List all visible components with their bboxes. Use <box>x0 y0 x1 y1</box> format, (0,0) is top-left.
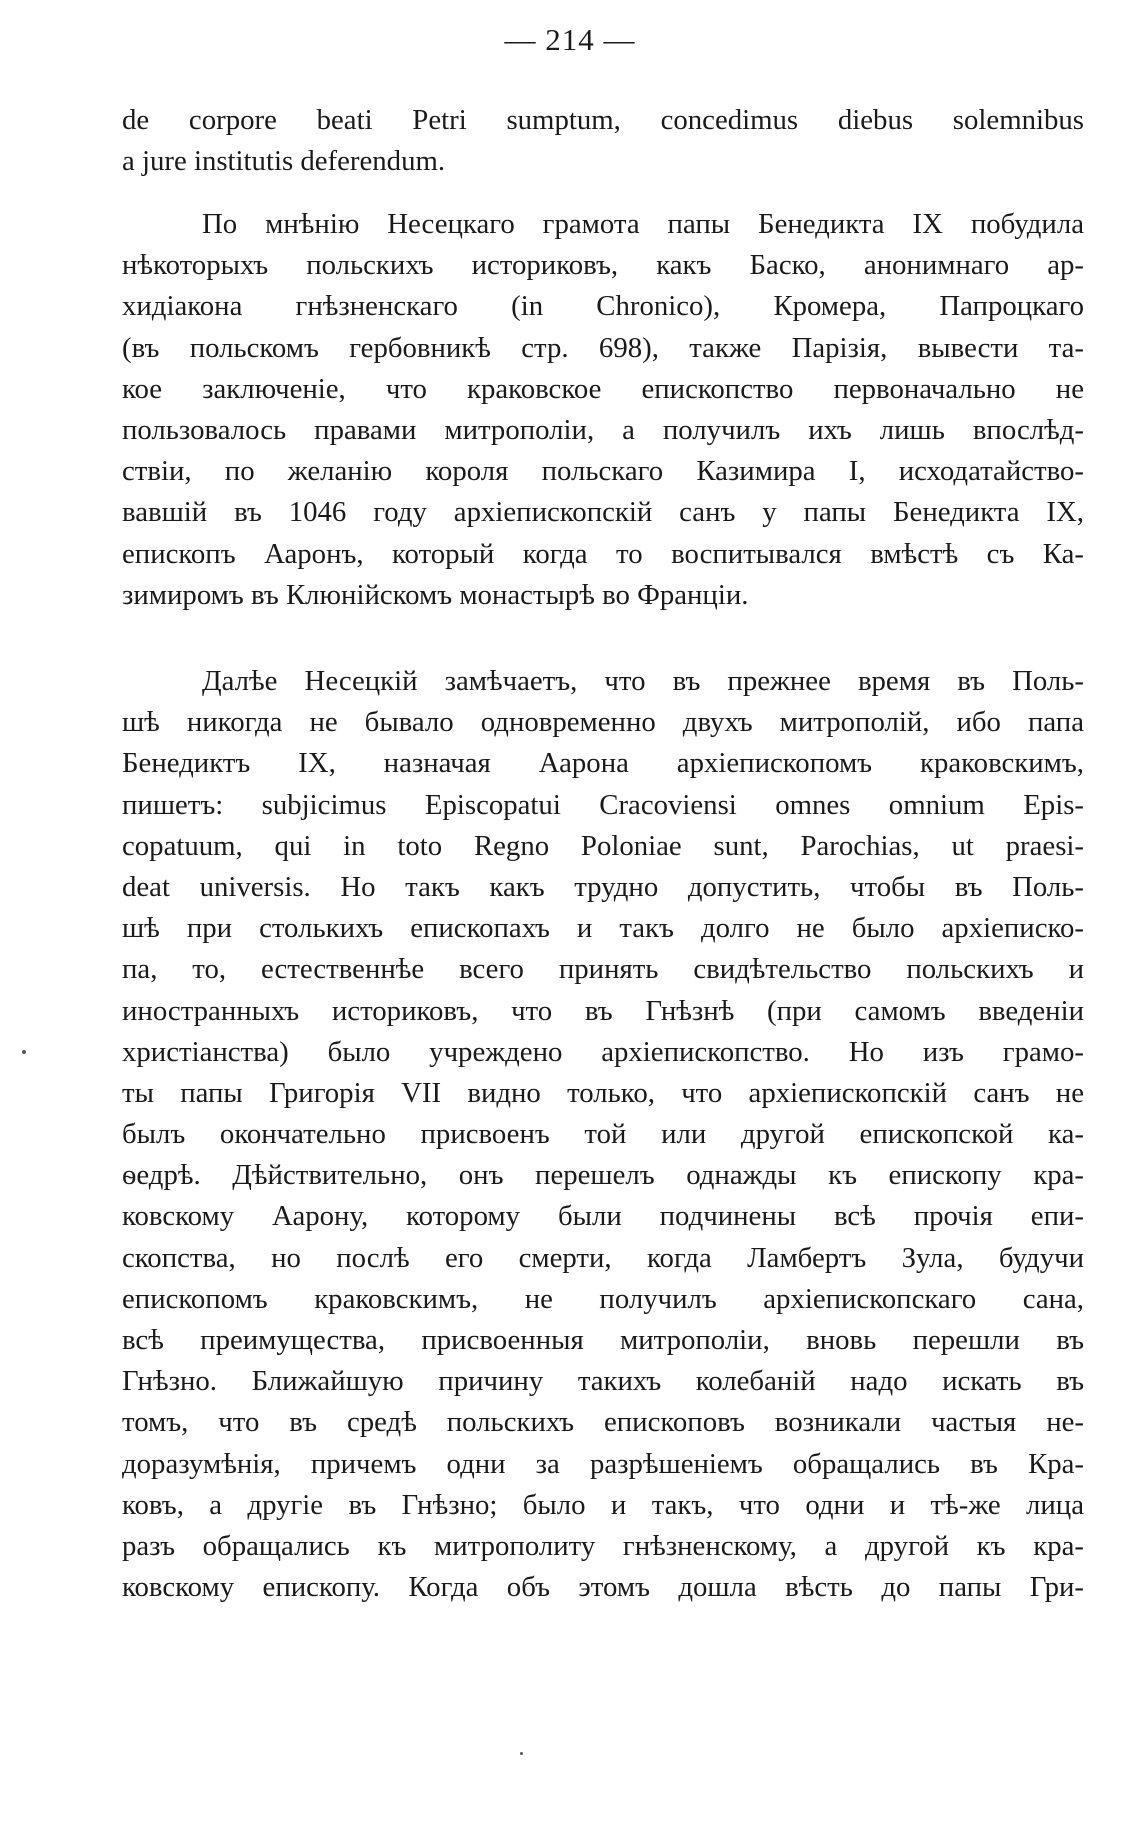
text-line: шѣ при столькихъ епископахъ и такъ долго не было архіеписко- <box>122 912 1084 945</box>
text-line: Бенедиктъ IX, назначая Аарона архіепископомъ краковскимъ, <box>122 747 1084 780</box>
text-line: нѣкоторыхъ польскихъ историковъ, какъ Баско, анонимнаго ар- <box>122 249 1084 282</box>
text-line: христіанства) было учреждено архіепископство. Но изъ грамо- <box>122 1035 1084 1068</box>
paragraph-2 <box>122 661 1084 1608</box>
text-line: былъ окончательно присвоенъ той или другой епископской ка- <box>122 1118 1084 1151</box>
text-line: a jure institutis deferendum. <box>122 145 446 178</box>
paragraph-1 <box>122 204 1084 616</box>
text-line: Гнѣзно. Ближайшую причину такихъ колебаній надо искать въ <box>122 1365 1084 1398</box>
paragraph-latin-continuation <box>122 100 1084 182</box>
text-line: ковскому Аарону, которому были подчинены всѣ прочія епи- <box>122 1200 1084 1233</box>
text-line: хидіакона гнѣзненскаго (in Chronico), Кромера, Папроцкаго <box>122 290 1084 323</box>
text-line: copatuum, qui in toto Regno Poloniae sunt, Parochias, ut praesi- <box>122 829 1084 862</box>
text-line: вавшій въ 1046 году архіепископскій санъ у папы Бенедикта IX, <box>122 496 1084 529</box>
page-number: — 214 — <box>504 22 636 57</box>
text-line: По мнѣнію Несецкаго грамота папы Бенедикта IX побудила <box>202 208 1084 240</box>
text-line: разъ обращались къ митрополиту гнѣзненскому, а другой къ кра- <box>122 1529 1084 1562</box>
text-line: томъ, что въ средѣ польскихъ епископовъ возникали частыя не- <box>122 1406 1084 1439</box>
text-line: доразумѣнія, причемъ одни за разрѣшеніемъ обращались въ Кра- <box>122 1447 1084 1480</box>
text-line: ствіи, по желанію короля польскаго Казимира I, исходатайство- <box>122 455 1084 488</box>
text-line: па, то, естественнѣе всего принять свидѣтельство польскихъ и <box>122 953 1084 986</box>
text-line: ковскому епископу. Когда объ этомъ дошла вѣсть до папы Гри- <box>122 1571 1084 1604</box>
text-line: иностранныхъ историковъ, что въ Гнѣзнѣ (при самомъ введеніи <box>122 994 1084 1027</box>
text-line: епископъ Ааронъ, который когда то воспитывался вмѣстѣ съ Ка- <box>122 537 1084 570</box>
text-line: ковъ, а другіе въ Гнѣзно; было и такъ, что одни и тѣ-же лица <box>122 1488 1084 1521</box>
text-line: епископомъ краковскимъ, не получилъ архіепископскаго сана, <box>122 1282 1084 1315</box>
text-line: пользовалось правами митрополіи, а получилъ ихъ лишь впослѣд- <box>122 413 1084 446</box>
text-line: шѣ никогда не бывало одновременно двухъ митрополій, ибо папа <box>122 706 1084 739</box>
scan-speck <box>22 1050 26 1054</box>
text-line: ѳедрѣ. Дѣйствительно, онъ перешелъ однажды къ епископу кра- <box>122 1159 1084 1192</box>
text-line: Далѣе Несецкій замѣчаетъ, что въ прежнее время въ Поль- <box>202 665 1084 697</box>
text-line: всѣ преимущества, присвоенныя митрополіи, вновь перешли въ <box>122 1324 1084 1356</box>
text-line: de corpore beati Petri sumptum, concedimus diebus solemnibus <box>122 104 1084 136</box>
text-line: зимиромъ въ Клюнійскомъ монастырѣ во Франціи. <box>122 578 749 611</box>
text-line: deat universis. Но такъ какъ трудно допустить, чтобы въ Поль- <box>122 870 1084 903</box>
scan-speck <box>520 1752 523 1755</box>
text-line: ты папы Григорія VII видно только, что архіепископскій санъ не <box>122 1076 1084 1109</box>
text-line: пишетъ: subjicimus Episcopatui Cracoviensi omnes omnium Epis- <box>122 788 1084 821</box>
text-line: (въ польскомъ гербовникѣ стр. 698), также Парізія, вывести та- <box>122 331 1084 364</box>
text-line: кое заключеніе, что краковское епископство первоначально не <box>122 372 1084 405</box>
text-line: скопства, но послѣ его смерти, когда Ламбертъ Зула, будучи <box>122 1241 1084 1274</box>
